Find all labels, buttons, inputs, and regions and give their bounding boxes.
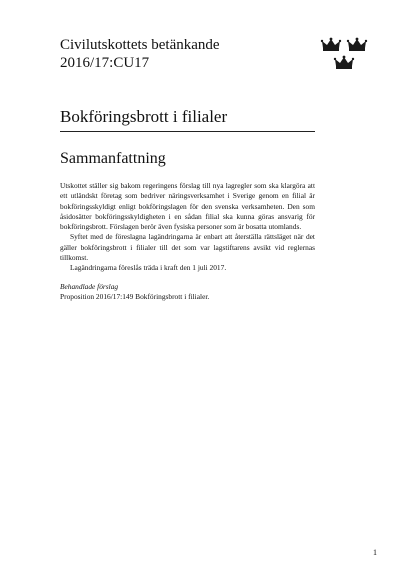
three-crowns-icon (320, 37, 370, 71)
section-heading: Sammanfattning (60, 150, 166, 167)
committee-report-title: Civilutskottets betänkande (60, 37, 220, 53)
summary-paragraph: Utskottet ställer sig bakom regeringens förslag till nya lagregler som ska klargöra att ett utländskt företag som bedriver näringsverksamhet i Sverige genom en filial är bokföringsskyldigt enligt bokföringslagen för den svenska verksamheten. Den som åsidosätter bokföringsskyldigheten i en sådan filial ska kunna göras ansvarig för bokföringsbrott. Förslagen berör även fysiska personer som är bosatta utomlands. (60, 181, 315, 232)
paragraph-spacer (60, 274, 315, 282)
handled-proposals-text: Proposition 2016/17:149 Bokföringsbrott i filialer. (60, 291, 210, 301)
summary-paragraph: Lagändringarna föreslås träda i kraft den 1 juli 2017. (70, 263, 227, 273)
document-header (60, 36, 220, 72)
document-title: Bokföringsbrott i filialer (60, 107, 228, 126)
page-number: 1 (373, 548, 377, 557)
title-divider (60, 131, 315, 132)
report-number: 2016/17:CU17 (60, 55, 150, 71)
summary-body (60, 181, 315, 302)
summary-paragraph: Syftet med de föreslagna lagändringarna är enbart att återställa rättsläget när det gäller bokföringsbrott i filialer till det som var lagstiftarens avsikt vid reglernas tillkomst. (60, 232, 315, 263)
handled-proposals-label: Behandlade förslag (60, 281, 119, 291)
